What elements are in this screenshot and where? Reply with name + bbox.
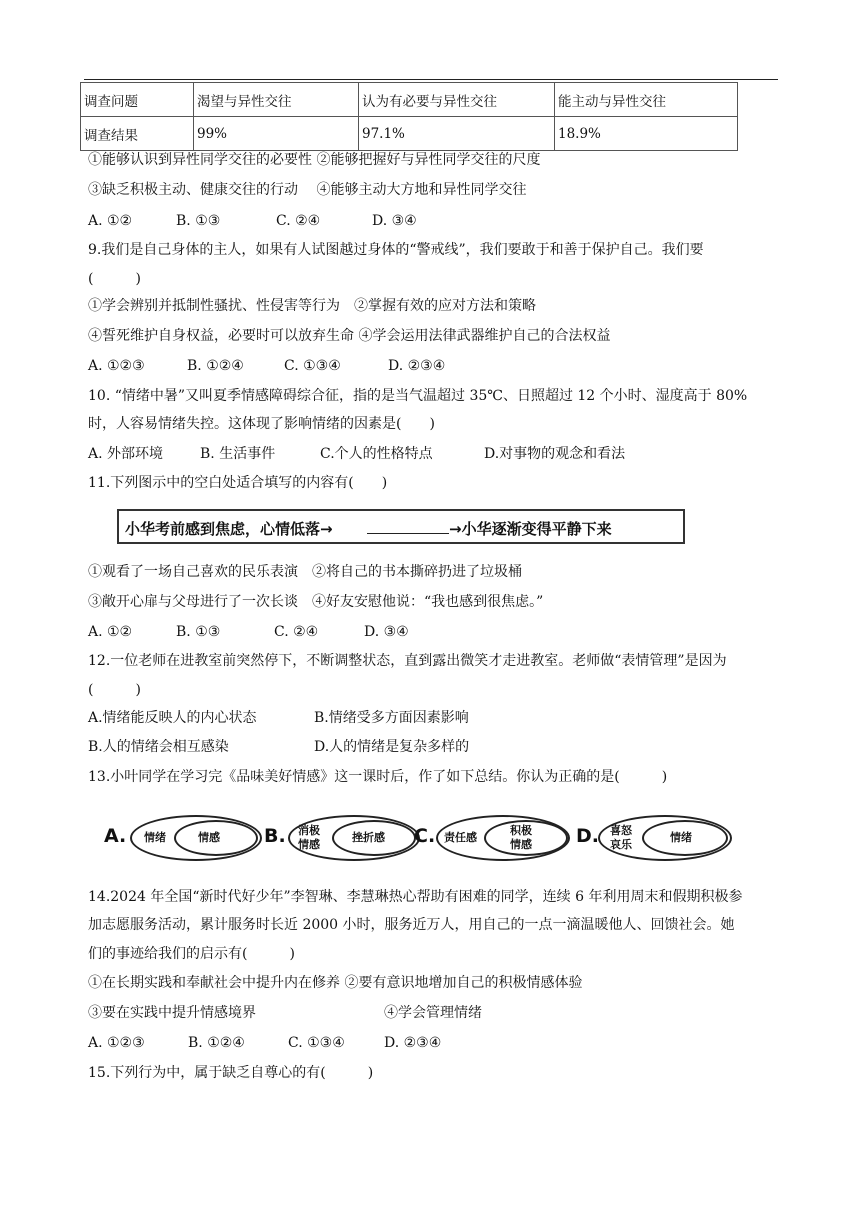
q11-statement-2: ③敞开心扉与父母进行了一次长谈 ④好友安慰他说：“我也感到很焦虑。” [88, 594, 544, 610]
q9-stem-line-2: ( ) [88, 271, 141, 287]
venn-inner-label: 积极 情感 [510, 824, 532, 851]
q14-statement-1: ①在长期实践和奉献社会中提升内在修养 ②要有意识地增加自己的积极情感体验 [88, 975, 583, 991]
q9-stem-line-1: 9.我们是自己身体的主人，如果有人试图越过身体的“警戒线”，我们要敢于和善于保护自己。我们要 [88, 242, 704, 258]
q9-statement-1: ①学会辨别并抵制性骚扰、性侵害等行为 ②掌握有效的应对方法和策略 [88, 298, 536, 314]
option-b: B. ①③ [176, 213, 221, 229]
venn-diagram-c [414, 813, 574, 865]
q11-stem: 11.下列图示中的空白处适合填写的内容有( ) [88, 475, 388, 491]
table-cell: 97.1% [359, 117, 555, 151]
option-c: C. ②④ [276, 213, 321, 229]
venn-outer-label: 喜怒 哀乐 [610, 824, 632, 851]
option-d: D. ②③④ [388, 358, 446, 374]
q10-stem-line-1: 10. “情绪中暑”又叫夏季情感障碍综合征，指的是当气温超过 35℃、日照超过 12 个小时、湿度高于 80% [88, 388, 748, 404]
option-a: A.情绪能反映人的内心状态 [88, 710, 257, 726]
option-c: C.个人的性格特点 [320, 446, 433, 462]
option-a: A. ①② [88, 624, 133, 640]
table-cell: 认为有必要与异性交往 [359, 83, 555, 117]
option-b: B. ①③ [176, 624, 221, 640]
table-cell: 18.9% [555, 117, 738, 151]
header-rule [84, 79, 778, 80]
q13-stem: 13.小叶同学在学习完《品味美好情感》这一课时后，作了如下总结。你认为正确的是( ) [88, 769, 668, 785]
q11-statement-1: ①观看了一场自己喜欢的民乐表演 ②将自己的书本撕碎扔进了垃圾桶 [88, 564, 522, 580]
option-a: A. ①②③ [88, 358, 145, 374]
option-b: B. ①②④ [187, 358, 244, 374]
venn-inner-label: 情感 [198, 831, 220, 844]
venn-inner-label: 情绪 [670, 831, 692, 844]
q14-stem-line-1: 14.2024 年全国“新时代好少年”李智琳、李慧琳热心帮助有困难的同学，连续 6 年利用周末和假期积极参 [88, 889, 743, 905]
q14-statement-3: ③要在实践中提升情感境界 [88, 1005, 256, 1021]
option-c: C. ①③④ [288, 1035, 345, 1051]
option-a: A. ①②③ [88, 1035, 145, 1051]
option-d: D. ③④ [364, 624, 409, 640]
table-cell: 调查结果 [81, 117, 194, 151]
flow-blank [367, 533, 449, 534]
q15-stem: 15.下列行为中，属于缺乏自尊心的有( ) [88, 1065, 374, 1081]
q14-statement-4: ④学会管理情绪 [384, 1005, 482, 1021]
table-cell: 调查问题 [81, 83, 194, 117]
option-c: C. ②④ [274, 624, 319, 640]
diagram-letter: B. [264, 825, 286, 847]
diagram-letter: A. [104, 825, 127, 847]
table-row [81, 83, 738, 117]
option-d: D. ②③④ [384, 1035, 442, 1051]
option-c: B.人的情绪会相互感染 [88, 739, 229, 755]
q14-stem-line-2: 加志愿服务活动，累计服务时长近 2000 小时，服务近万人，用自己的一点一滴温暖他人、回馈社会。她 [88, 917, 735, 933]
flow-figure [117, 509, 685, 544]
option-b: B. 生活事件 [200, 446, 276, 462]
venn-outer-label: 责任感 [444, 831, 477, 844]
q14-stem-line-3: 们的事迹给我们的启示有( ) [88, 946, 295, 962]
venn-diagram-a [104, 813, 264, 865]
diagram-letter: D. [576, 825, 599, 847]
venn-diagram-d [576, 813, 736, 865]
table-cell: 能主动与异性交往 [555, 83, 738, 117]
table-row [81, 117, 738, 151]
q10-stem-line-2: 时，人容易情绪失控。这体现了影响情绪的因素是( ) [88, 416, 435, 432]
option-a: A. 外部环境 [88, 446, 164, 462]
option-d: D.人的情绪是复杂多样的 [314, 739, 470, 755]
option-d: D. ③④ [372, 213, 417, 229]
q8-statement-1: ①能够认识到异性同学交往的必要性 ②能够把握好与异性同学交往的尺度 [88, 152, 541, 168]
diagram-letter: C. [414, 825, 436, 847]
flow-right-text: →小华逐渐变得平静下来 [449, 520, 612, 538]
table-cell: 渴望与异性交往 [194, 83, 359, 117]
venn-outer-label: 消极 情感 [298, 824, 320, 851]
q12-stem-line-2: ( ) [88, 682, 141, 698]
q12-stem-line-1: 12.一位老师在进教室前突然停下，不断调整状态，直到露出微笑才走进教室。老师做“表情管理”是因为 [88, 653, 727, 669]
venn-outer-label: 情绪 [144, 831, 166, 844]
venn-diagram-b [264, 813, 424, 865]
option-a: A. ①② [88, 213, 133, 229]
table-cell: 99% [194, 117, 359, 151]
survey-table [80, 82, 738, 151]
venn-inner-label: 挫折感 [352, 831, 385, 844]
option-d: D.对事物的观念和看法 [484, 446, 626, 462]
option-c: C. ①③④ [284, 358, 341, 374]
flow-left-text: 小华考前感到焦虑，心情低落→ [125, 520, 333, 538]
q8-statement-2: ③缺乏积极主动、健康交往的行动 ④能够主动大方地和异性同学交往 [88, 182, 527, 198]
option-b: B.情绪受多方面因素影响 [314, 710, 469, 726]
q9-statement-2: ④誓死维护自身权益，必要时可以放弃生命 ④学会运用法律武器维护自己的合法权益 [88, 328, 611, 344]
option-b: B. ①②④ [188, 1035, 245, 1051]
